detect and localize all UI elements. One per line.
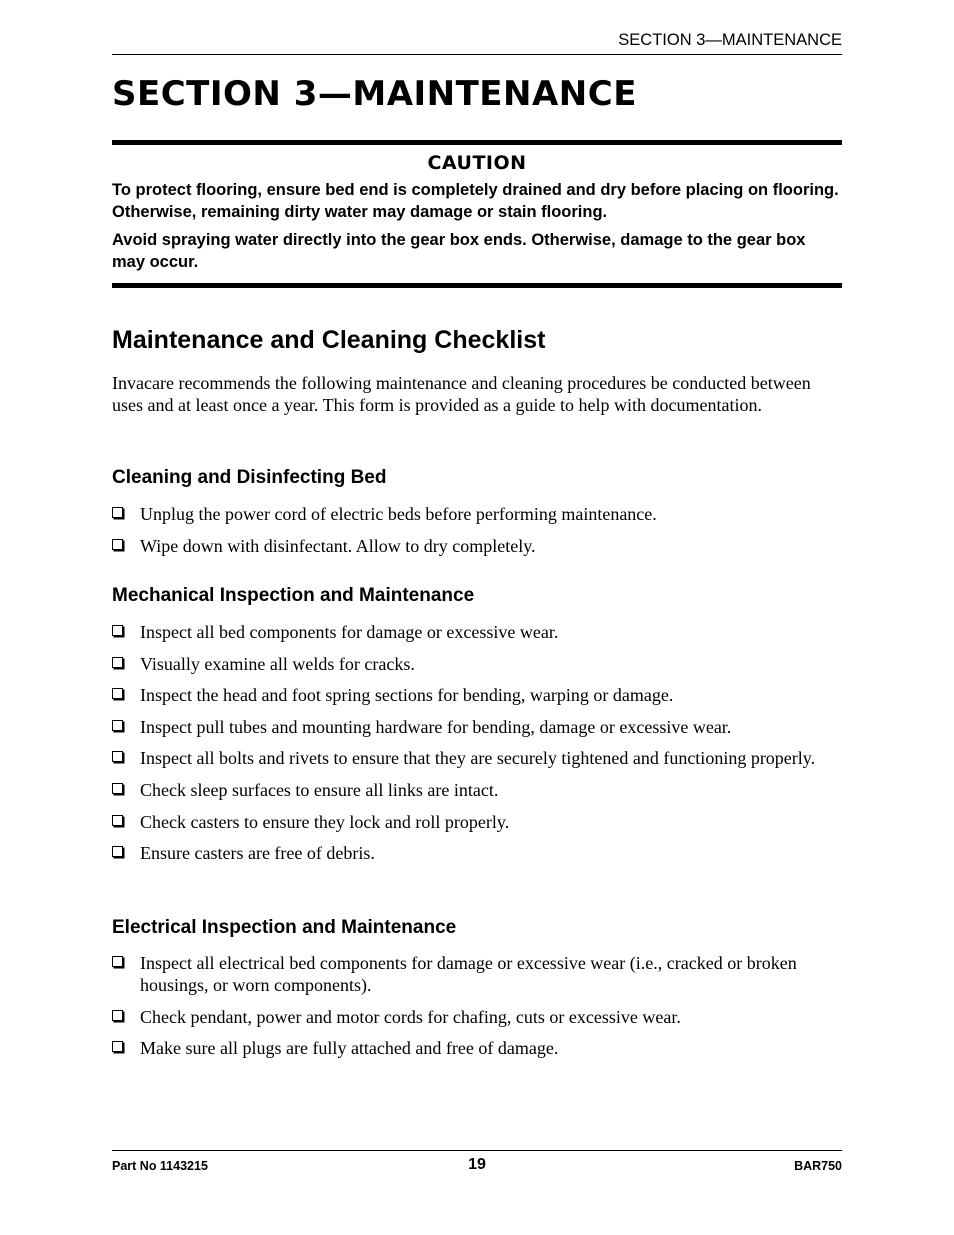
subsection-heading-cleaning: Cleaning and Disinfecting Bed bbox=[112, 467, 387, 488]
checkbox-icon bbox=[112, 507, 123, 518]
intro-paragraph: Invacare recommends the following maintenance and cleaning procedures be conducted between uses and at least once a year. This form is provided as a guide to help with documentation. bbox=[112, 373, 811, 415]
checklist-item bbox=[112, 716, 842, 738]
checklist-electrical bbox=[112, 952, 842, 1069]
checklist-item-text: Ensure casters are free of debris. bbox=[140, 843, 375, 864]
checklist-item bbox=[112, 535, 842, 557]
page-number: 19 bbox=[468, 1156, 486, 1173]
checklist-item-text: Inspect all electrical bed components for damage or excessive wear (i.e., cracked or broken housings, or worn components). bbox=[140, 953, 797, 995]
checklist-heading: Maintenance and Cleaning Checklist bbox=[112, 326, 546, 354]
checklist-item-text: Unplug the power cord of electric beds before performing maintenance. bbox=[140, 504, 657, 524]
checkbox-icon bbox=[112, 720, 123, 731]
checklist-item bbox=[112, 811, 842, 833]
checkbox-icon bbox=[112, 1010, 123, 1021]
checklist-item bbox=[112, 684, 842, 706]
checkbox-icon bbox=[112, 1041, 123, 1052]
checklist-item bbox=[112, 1037, 842, 1059]
footer-rule bbox=[112, 1150, 842, 1151]
checklist-item-text: Check sleep surfaces to ensure all links are intact. bbox=[140, 779, 499, 800]
checklist-item bbox=[112, 747, 842, 769]
checklist-cleaning bbox=[112, 503, 842, 566]
checkbox-icon bbox=[112, 783, 123, 794]
checklist-item-text: Inspect all bed components for damage or excessive wear. bbox=[140, 622, 559, 642]
checkbox-icon bbox=[112, 846, 123, 857]
checklist-item bbox=[112, 779, 842, 801]
checkbox-icon bbox=[112, 815, 123, 826]
checklist-mechanical bbox=[112, 621, 842, 874]
header-rule bbox=[112, 54, 842, 55]
caution-paragraph: Avoid spraying water directly into the gear box ends. Otherwise, damage to the gear box may occur. bbox=[112, 231, 806, 271]
checkbox-icon bbox=[112, 657, 123, 668]
caution-paragraph: To protect flooring, ensure bed end is completely drained and dry before placing on flooring. Otherwise, remaining dirty water may damage or stain flooring. bbox=[112, 181, 839, 221]
checkbox-icon bbox=[112, 751, 123, 762]
checkbox-icon bbox=[112, 539, 123, 550]
checklist-item bbox=[112, 952, 842, 996]
model-number: BAR750 bbox=[794, 1159, 842, 1173]
checklist-item-text: Inspect pull tubes and mounting hardware for bending, damage or excessive wear. bbox=[140, 716, 732, 737]
checklist-item bbox=[112, 1006, 842, 1028]
section-title: SECTION 3—MAINTENANCE bbox=[112, 74, 637, 114]
caution-title: CAUTION bbox=[427, 152, 527, 174]
checkbox-icon bbox=[112, 625, 123, 636]
checklist-item bbox=[112, 621, 842, 643]
part-number: Part No 1143215 bbox=[112, 1159, 208, 1173]
checklist-item-text: Visually examine all welds for cracks. bbox=[140, 653, 415, 674]
subsection-heading-electrical: Electrical Inspection and Maintenance bbox=[112, 917, 457, 938]
subsection-heading-mechanical: Mechanical Inspection and Maintenance bbox=[112, 585, 475, 606]
checklist-item bbox=[112, 653, 842, 675]
checklist-item-text: Check pendant, power and motor cords for chafing, cuts or excessive wear. bbox=[140, 1006, 681, 1027]
checklist-item-text: Make sure all plugs are fully attached and free of damage. bbox=[140, 1038, 559, 1059]
caution-box bbox=[112, 140, 842, 288]
checklist-item bbox=[112, 842, 842, 864]
checklist-item-text: Wipe down with disinfectant. Allow to dry completely. bbox=[140, 535, 536, 556]
checklist-item-text: Inspect all bolts and rivets to ensure that they are securely tightened and functioning properly. bbox=[140, 748, 816, 769]
checklist-item-text: Inspect the head and foot spring sections for bending, warping or damage. bbox=[140, 685, 674, 706]
checklist-item-text: Check casters to ensure they lock and roll properly. bbox=[140, 811, 510, 832]
checklist-item bbox=[112, 503, 842, 525]
checkbox-icon bbox=[112, 688, 123, 699]
running-head: SECTION 3—MAINTENANCE bbox=[618, 31, 842, 49]
checkbox-icon bbox=[112, 956, 123, 967]
